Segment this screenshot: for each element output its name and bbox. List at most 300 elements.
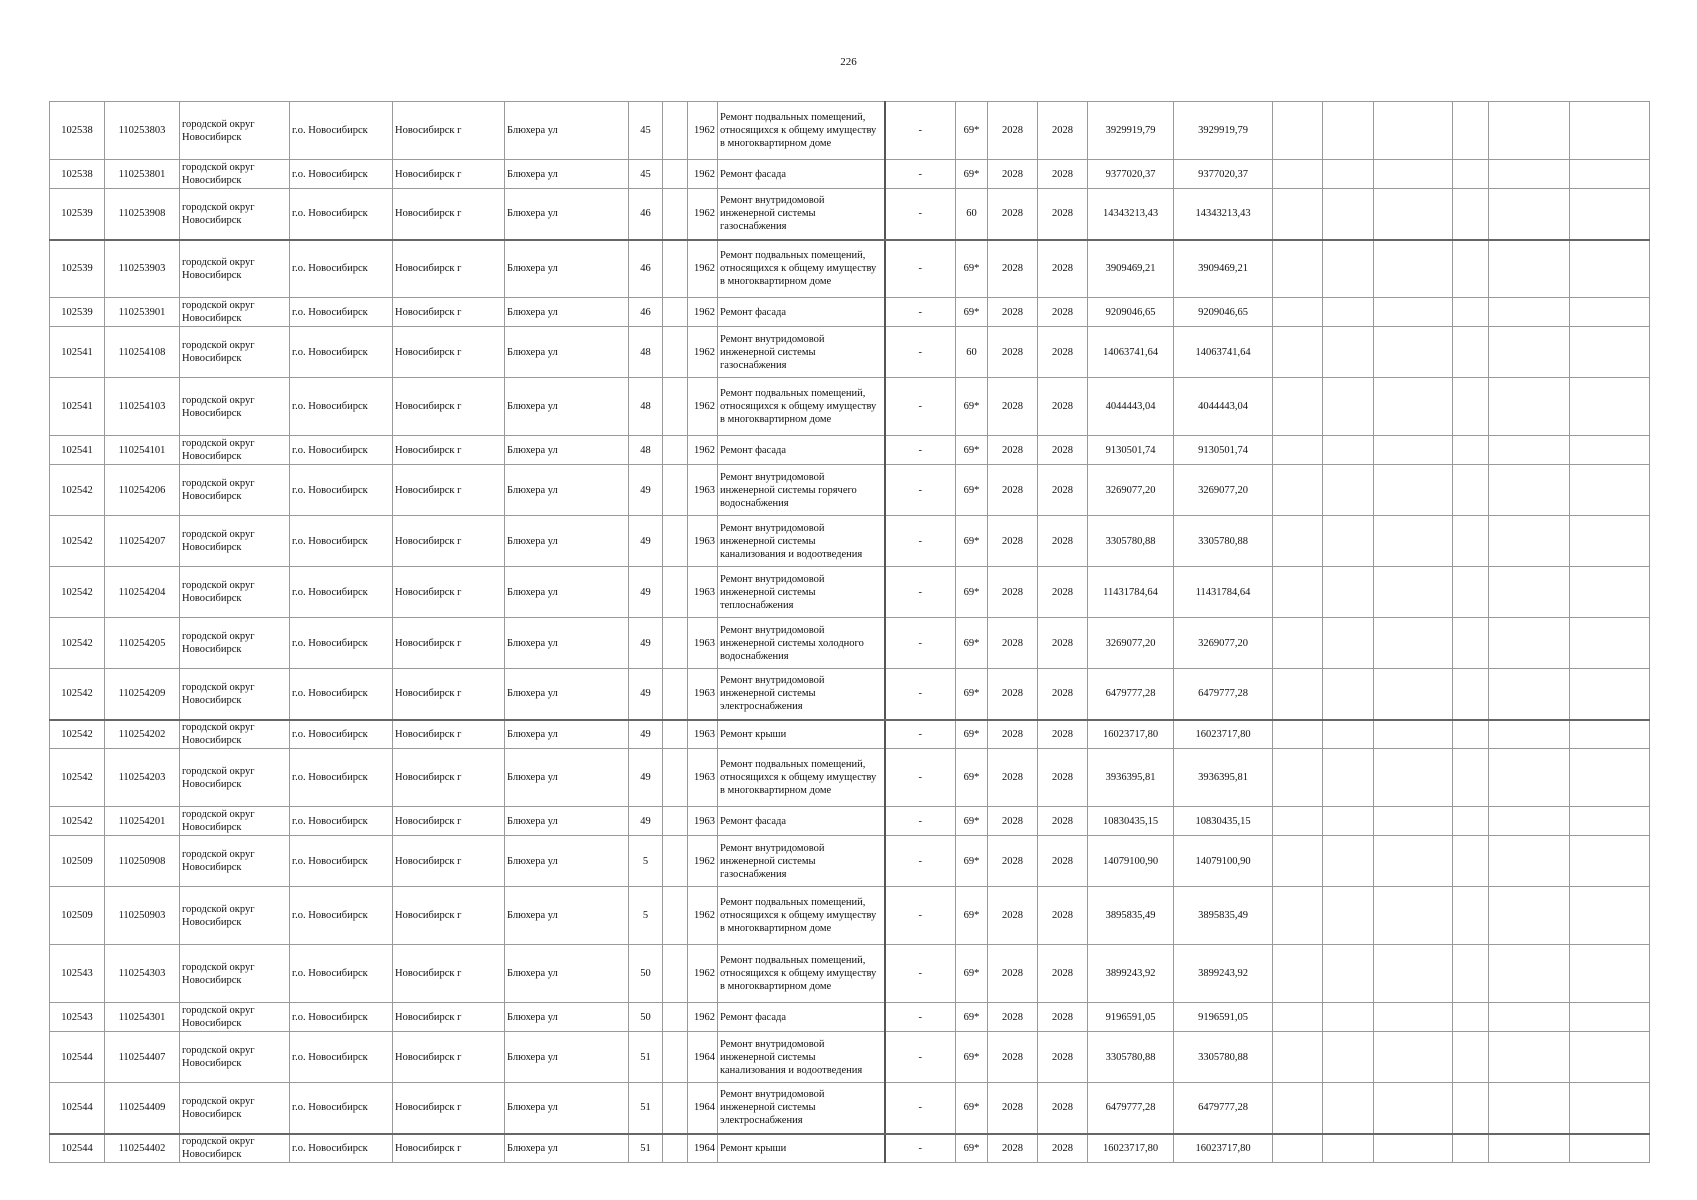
building-cell bbox=[663, 189, 688, 240]
plan-year-cell: 2028 bbox=[988, 669, 1038, 720]
empty-cell bbox=[1489, 887, 1570, 945]
settlement-cell: г.о. Новосибирск bbox=[290, 465, 393, 516]
work-type-cell: Ремонт подвальных помещений, относящихся к общему имуществу в многоквартирном доме bbox=[718, 240, 885, 298]
cost-cell: 3899243,92 bbox=[1088, 945, 1174, 1003]
empty-cell bbox=[1453, 102, 1489, 160]
wear-percent-cell: 69* bbox=[956, 102, 988, 160]
object-id-cell: 102542 bbox=[50, 516, 105, 567]
empty-cell bbox=[1323, 102, 1374, 160]
total-cost-cell: 3269077,20 bbox=[1174, 465, 1273, 516]
year-cell: 2028 bbox=[1038, 516, 1088, 567]
work-type-cell: Ремонт внутридомовой инженерной системы газоснабжения bbox=[718, 189, 885, 240]
empty-cell bbox=[1570, 749, 1650, 807]
wear-percent-cell: 69* bbox=[956, 1134, 988, 1163]
house-number-cell: 49 bbox=[629, 516, 663, 567]
year-built-cell: 1964 bbox=[688, 1134, 718, 1163]
empty-cell bbox=[1323, 567, 1374, 618]
empty-cell bbox=[1374, 160, 1453, 189]
work-type-cell: Ремонт подвальных помещений, относящихся к общему имуществу в многоквартирном доме bbox=[718, 378, 885, 436]
street-cell: Блюхера ул bbox=[505, 618, 629, 669]
empty-cell bbox=[1273, 1003, 1323, 1032]
table-row bbox=[50, 618, 1650, 669]
building-cell bbox=[663, 836, 688, 887]
empty-cell bbox=[1323, 436, 1374, 465]
building-cell bbox=[663, 240, 688, 298]
settlement-cell: г.о. Новосибирск bbox=[290, 298, 393, 327]
street-cell: Блюхера ул bbox=[505, 720, 629, 749]
empty-cell bbox=[1374, 669, 1453, 720]
object-id-cell: 102542 bbox=[50, 465, 105, 516]
empty-cell bbox=[1570, 1083, 1650, 1134]
year-built-cell: 1962 bbox=[688, 102, 718, 160]
object-id-cell: 102543 bbox=[50, 1003, 105, 1032]
settlement-cell: г.о. Новосибирск bbox=[290, 807, 393, 836]
municipality-cell: городской округ Новосибирск bbox=[180, 189, 290, 240]
plan-year-cell: 2028 bbox=[988, 1083, 1038, 1134]
work-id-cell: 110254409 bbox=[105, 1083, 180, 1134]
empty-cell bbox=[1374, 887, 1453, 945]
settlement-cell: г.о. Новосибирск bbox=[290, 887, 393, 945]
empty-cell bbox=[1323, 160, 1374, 189]
building-cell bbox=[663, 298, 688, 327]
empty-cell bbox=[1489, 327, 1570, 378]
empty-cell bbox=[1323, 1032, 1374, 1083]
settlement-cell: г.о. Новосибирск bbox=[290, 836, 393, 887]
settlement-cell: г.о. Новосибирск bbox=[290, 720, 393, 749]
municipality-cell: городской округ Новосибирск bbox=[180, 836, 290, 887]
year-cell: 2028 bbox=[1038, 618, 1088, 669]
empty-cell bbox=[1489, 1134, 1570, 1163]
settlement-cell: г.о. Новосибирск bbox=[290, 327, 393, 378]
empty-cell bbox=[1489, 669, 1570, 720]
object-id-cell: 102542 bbox=[50, 567, 105, 618]
table-row bbox=[50, 887, 1650, 945]
wear-percent-cell: 69* bbox=[956, 1083, 988, 1134]
empty-cell bbox=[1489, 102, 1570, 160]
empty-cell bbox=[1453, 807, 1489, 836]
empty-cell bbox=[1489, 160, 1570, 189]
locality-cell: Новосибирск г bbox=[393, 240, 505, 298]
cost-cell: 11431784,64 bbox=[1088, 567, 1174, 618]
locality-cell: Новосибирск г bbox=[393, 160, 505, 189]
empty-cell bbox=[1374, 465, 1453, 516]
locality-cell: Новосибирск г bbox=[393, 298, 505, 327]
table-row bbox=[50, 567, 1650, 618]
year-built-cell: 1962 bbox=[688, 240, 718, 298]
cost-cell: 3936395,81 bbox=[1088, 749, 1174, 807]
year-cell: 2028 bbox=[1038, 836, 1088, 887]
empty-cell bbox=[1489, 836, 1570, 887]
municipality-cell: городской округ Новосибирск bbox=[180, 378, 290, 436]
building-cell bbox=[663, 327, 688, 378]
settlement-cell: г.о. Новосибирск bbox=[290, 189, 393, 240]
wear-percent-cell: 69* bbox=[956, 298, 988, 327]
work-id-cell: 110254207 bbox=[105, 516, 180, 567]
locality-cell: Новосибирск г bbox=[393, 618, 505, 669]
wear-percent-cell: 69* bbox=[956, 436, 988, 465]
municipality-cell: городской округ Новосибирск bbox=[180, 1032, 290, 1083]
year-built-cell: 1964 bbox=[688, 1032, 718, 1083]
building-cell bbox=[663, 465, 688, 516]
municipality-cell: городской округ Новосибирск bbox=[180, 887, 290, 945]
work-id-cell: 110254402 bbox=[105, 1134, 180, 1163]
work-type-cell: Ремонт фасада bbox=[718, 1003, 885, 1032]
empty-cell bbox=[1570, 160, 1650, 189]
empty-cell bbox=[1273, 1032, 1323, 1083]
settlement-cell: г.о. Новосибирск bbox=[290, 240, 393, 298]
dash-cell: - bbox=[885, 465, 956, 516]
street-cell: Блюхера ул bbox=[505, 1134, 629, 1163]
empty-cell bbox=[1570, 1032, 1650, 1083]
table-row bbox=[50, 189, 1650, 240]
total-cost-cell: 4044443,04 bbox=[1174, 378, 1273, 436]
total-cost-cell: 14063741,64 bbox=[1174, 327, 1273, 378]
house-number-cell: 46 bbox=[629, 240, 663, 298]
house-number-cell: 50 bbox=[629, 1003, 663, 1032]
cost-cell: 6479777,28 bbox=[1088, 1083, 1174, 1134]
plan-year-cell: 2028 bbox=[988, 887, 1038, 945]
table-row bbox=[50, 749, 1650, 807]
total-cost-cell: 6479777,28 bbox=[1174, 669, 1273, 720]
work-id-cell: 110254103 bbox=[105, 378, 180, 436]
empty-cell bbox=[1374, 298, 1453, 327]
year-built-cell: 1962 bbox=[688, 378, 718, 436]
dash-cell: - bbox=[885, 807, 956, 836]
wear-percent-cell: 69* bbox=[956, 618, 988, 669]
empty-cell bbox=[1273, 240, 1323, 298]
empty-cell bbox=[1273, 1083, 1323, 1134]
locality-cell: Новосибирск г bbox=[393, 327, 505, 378]
empty-cell bbox=[1489, 298, 1570, 327]
locality-cell: Новосибирск г bbox=[393, 516, 505, 567]
empty-cell bbox=[1273, 465, 1323, 516]
total-cost-cell: 3305780,88 bbox=[1174, 516, 1273, 567]
house-number-cell: 49 bbox=[629, 465, 663, 516]
dash-cell: - bbox=[885, 749, 956, 807]
empty-cell bbox=[1323, 327, 1374, 378]
object-id-cell: 102541 bbox=[50, 436, 105, 465]
empty-cell bbox=[1323, 1083, 1374, 1134]
table-row bbox=[50, 1083, 1650, 1134]
locality-cell: Новосибирск г bbox=[393, 669, 505, 720]
municipality-cell: городской округ Новосибирск bbox=[180, 945, 290, 1003]
building-cell bbox=[663, 945, 688, 1003]
locality-cell: Новосибирск г bbox=[393, 1134, 505, 1163]
table-row bbox=[50, 436, 1650, 465]
settlement-cell: г.о. Новосибирск bbox=[290, 945, 393, 1003]
plan-year-cell: 2028 bbox=[988, 160, 1038, 189]
locality-cell: Новосибирск г bbox=[393, 1083, 505, 1134]
empty-cell bbox=[1570, 189, 1650, 240]
empty-cell bbox=[1323, 298, 1374, 327]
empty-cell bbox=[1489, 807, 1570, 836]
street-cell: Блюхера ул bbox=[505, 327, 629, 378]
house-number-cell: 51 bbox=[629, 1083, 663, 1134]
wear-percent-cell: 60 bbox=[956, 327, 988, 378]
dash-cell: - bbox=[885, 887, 956, 945]
empty-cell bbox=[1570, 516, 1650, 567]
settlement-cell: г.о. Новосибирск bbox=[290, 669, 393, 720]
table-row bbox=[50, 298, 1650, 327]
total-cost-cell: 16023717,80 bbox=[1174, 1134, 1273, 1163]
year-cell: 2028 bbox=[1038, 669, 1088, 720]
work-type-cell: Ремонт внутридомовой инженерной системы теплоснабжения bbox=[718, 567, 885, 618]
street-cell: Блюхера ул bbox=[505, 436, 629, 465]
empty-cell bbox=[1453, 160, 1489, 189]
empty-cell bbox=[1374, 1003, 1453, 1032]
empty-cell bbox=[1489, 749, 1570, 807]
empty-cell bbox=[1570, 436, 1650, 465]
settlement-cell: г.о. Новосибирск bbox=[290, 567, 393, 618]
settlement-cell: г.о. Новосибирск bbox=[290, 749, 393, 807]
object-id-cell: 102542 bbox=[50, 669, 105, 720]
table-row bbox=[50, 516, 1650, 567]
year-cell: 2028 bbox=[1038, 1083, 1088, 1134]
empty-cell bbox=[1374, 516, 1453, 567]
empty-cell bbox=[1453, 516, 1489, 567]
empty-cell bbox=[1374, 720, 1453, 749]
object-id-cell: 102544 bbox=[50, 1134, 105, 1163]
object-id-cell: 102509 bbox=[50, 836, 105, 887]
empty-cell bbox=[1273, 669, 1323, 720]
work-id-cell: 110254205 bbox=[105, 618, 180, 669]
plan-year-cell: 2028 bbox=[988, 945, 1038, 1003]
municipality-cell: городской округ Новосибирск bbox=[180, 807, 290, 836]
work-type-cell: Ремонт фасада bbox=[718, 160, 885, 189]
work-id-cell: 110250908 bbox=[105, 836, 180, 887]
empty-cell bbox=[1453, 1083, 1489, 1134]
year-cell: 2028 bbox=[1038, 160, 1088, 189]
total-cost-cell: 3895835,49 bbox=[1174, 887, 1273, 945]
empty-cell bbox=[1453, 1003, 1489, 1032]
building-cell bbox=[663, 720, 688, 749]
plan-year-cell: 2028 bbox=[988, 298, 1038, 327]
street-cell: Блюхера ул bbox=[505, 1083, 629, 1134]
dash-cell: - bbox=[885, 836, 956, 887]
work-id-cell: 110254203 bbox=[105, 749, 180, 807]
empty-cell bbox=[1489, 189, 1570, 240]
house-number-cell: 5 bbox=[629, 887, 663, 945]
year-built-cell: 1962 bbox=[688, 436, 718, 465]
year-cell: 2028 bbox=[1038, 1003, 1088, 1032]
year-built-cell: 1963 bbox=[688, 749, 718, 807]
municipality-cell: городской округ Новосибирск bbox=[180, 1134, 290, 1163]
object-id-cell: 102543 bbox=[50, 945, 105, 1003]
empty-cell bbox=[1273, 618, 1323, 669]
work-type-cell: Ремонт фасада bbox=[718, 807, 885, 836]
dash-cell: - bbox=[885, 516, 956, 567]
empty-cell bbox=[1374, 945, 1453, 1003]
house-number-cell: 49 bbox=[629, 669, 663, 720]
total-cost-cell: 3269077,20 bbox=[1174, 618, 1273, 669]
empty-cell bbox=[1570, 327, 1650, 378]
locality-cell: Новосибирск г bbox=[393, 807, 505, 836]
work-id-cell: 110253801 bbox=[105, 160, 180, 189]
work-id-cell: 110254101 bbox=[105, 436, 180, 465]
empty-cell bbox=[1489, 720, 1570, 749]
municipality-cell: городской округ Новосибирск bbox=[180, 1083, 290, 1134]
house-number-cell: 48 bbox=[629, 436, 663, 465]
cost-cell: 16023717,80 bbox=[1088, 720, 1174, 749]
work-type-cell: Ремонт внутридомовой инженерной системы электроснабжения bbox=[718, 669, 885, 720]
empty-cell bbox=[1489, 240, 1570, 298]
cost-cell: 3305780,88 bbox=[1088, 1032, 1174, 1083]
work-id-cell: 110254301 bbox=[105, 1003, 180, 1032]
wear-percent-cell: 69* bbox=[956, 1032, 988, 1083]
empty-cell bbox=[1323, 618, 1374, 669]
street-cell: Блюхера ул bbox=[505, 945, 629, 1003]
dash-cell: - bbox=[885, 618, 956, 669]
empty-cell bbox=[1453, 887, 1489, 945]
year-cell: 2028 bbox=[1038, 327, 1088, 378]
table-row bbox=[50, 669, 1650, 720]
object-id-cell: 102544 bbox=[50, 1032, 105, 1083]
year-built-cell: 1962 bbox=[688, 945, 718, 1003]
total-cost-cell: 6479777,28 bbox=[1174, 1083, 1273, 1134]
work-id-cell: 110253908 bbox=[105, 189, 180, 240]
cost-cell: 16023717,80 bbox=[1088, 1134, 1174, 1163]
building-cell bbox=[663, 160, 688, 189]
work-id-cell: 110253803 bbox=[105, 102, 180, 160]
house-number-cell: 50 bbox=[629, 945, 663, 1003]
dash-cell: - bbox=[885, 436, 956, 465]
building-cell bbox=[663, 567, 688, 618]
cost-cell: 3909469,21 bbox=[1088, 240, 1174, 298]
cost-cell: 3895835,49 bbox=[1088, 887, 1174, 945]
work-id-cell: 110254108 bbox=[105, 327, 180, 378]
cost-cell: 9377020,37 bbox=[1088, 160, 1174, 189]
year-cell: 2028 bbox=[1038, 189, 1088, 240]
empty-cell bbox=[1323, 240, 1374, 298]
empty-cell bbox=[1570, 1134, 1650, 1163]
table-row bbox=[50, 327, 1650, 378]
work-type-cell: Ремонт внутридомовой инженерной системы электроснабжения bbox=[718, 1083, 885, 1134]
year-built-cell: 1963 bbox=[688, 618, 718, 669]
table-row bbox=[50, 720, 1650, 749]
empty-cell bbox=[1570, 567, 1650, 618]
wear-percent-cell: 69* bbox=[956, 945, 988, 1003]
empty-cell bbox=[1453, 465, 1489, 516]
total-cost-cell: 9196591,05 bbox=[1174, 1003, 1273, 1032]
dash-cell: - bbox=[885, 189, 956, 240]
wear-percent-cell: 69* bbox=[956, 378, 988, 436]
total-cost-cell: 9209046,65 bbox=[1174, 298, 1273, 327]
settlement-cell: г.о. Новосибирск bbox=[290, 1134, 393, 1163]
cost-cell: 3305780,88 bbox=[1088, 516, 1174, 567]
empty-cell bbox=[1374, 749, 1453, 807]
municipality-cell: городской округ Новосибирск bbox=[180, 749, 290, 807]
empty-cell bbox=[1273, 436, 1323, 465]
year-built-cell: 1963 bbox=[688, 465, 718, 516]
work-type-cell: Ремонт внутридомовой инженерной системы канализования и водоотведения bbox=[718, 1032, 885, 1083]
settlement-cell: г.о. Новосибирск bbox=[290, 516, 393, 567]
repair-program-table bbox=[49, 101, 1650, 1163]
empty-cell bbox=[1489, 465, 1570, 516]
dash-cell: - bbox=[885, 669, 956, 720]
empty-cell bbox=[1570, 102, 1650, 160]
municipality-cell: городской округ Новосибирск bbox=[180, 327, 290, 378]
empty-cell bbox=[1374, 836, 1453, 887]
plan-year-cell: 2028 bbox=[988, 1032, 1038, 1083]
empty-cell bbox=[1374, 567, 1453, 618]
object-id-cell: 102538 bbox=[50, 160, 105, 189]
house-number-cell: 49 bbox=[629, 567, 663, 618]
empty-cell bbox=[1374, 189, 1453, 240]
house-number-cell: 46 bbox=[629, 189, 663, 240]
cost-cell: 3269077,20 bbox=[1088, 465, 1174, 516]
empty-cell bbox=[1273, 749, 1323, 807]
dash-cell: - bbox=[885, 720, 956, 749]
object-id-cell: 102542 bbox=[50, 807, 105, 836]
work-type-cell: Ремонт внутридомовой инженерной системы холодного водоснабжения bbox=[718, 618, 885, 669]
municipality-cell: городской округ Новосибирск bbox=[180, 298, 290, 327]
plan-year-cell: 2028 bbox=[988, 836, 1038, 887]
settlement-cell: г.о. Новосибирск bbox=[290, 1083, 393, 1134]
empty-cell bbox=[1374, 102, 1453, 160]
municipality-cell: городской округ Новосибирск bbox=[180, 436, 290, 465]
empty-cell bbox=[1453, 720, 1489, 749]
empty-cell bbox=[1323, 945, 1374, 1003]
municipality-cell: городской округ Новосибирск bbox=[180, 160, 290, 189]
locality-cell: Новосибирск г bbox=[393, 1003, 505, 1032]
empty-cell bbox=[1453, 189, 1489, 240]
locality-cell: Новосибирск г bbox=[393, 465, 505, 516]
plan-year-cell: 2028 bbox=[988, 327, 1038, 378]
empty-cell bbox=[1489, 1032, 1570, 1083]
table-row bbox=[50, 465, 1650, 516]
year-built-cell: 1964 bbox=[688, 1083, 718, 1134]
object-id-cell: 102544 bbox=[50, 1083, 105, 1134]
building-cell bbox=[663, 749, 688, 807]
total-cost-cell: 3899243,92 bbox=[1174, 945, 1273, 1003]
empty-cell bbox=[1453, 436, 1489, 465]
house-number-cell: 49 bbox=[629, 807, 663, 836]
empty-cell bbox=[1374, 1134, 1453, 1163]
work-id-cell: 110250903 bbox=[105, 887, 180, 945]
year-cell: 2028 bbox=[1038, 240, 1088, 298]
building-cell bbox=[663, 807, 688, 836]
street-cell: Блюхера ул bbox=[505, 567, 629, 618]
house-number-cell: 46 bbox=[629, 298, 663, 327]
empty-cell bbox=[1570, 378, 1650, 436]
year-built-cell: 1962 bbox=[688, 836, 718, 887]
house-number-cell: 45 bbox=[629, 102, 663, 160]
wear-percent-cell: 69* bbox=[956, 567, 988, 618]
empty-cell bbox=[1374, 1032, 1453, 1083]
year-cell: 2028 bbox=[1038, 807, 1088, 836]
total-cost-cell: 3936395,81 bbox=[1174, 749, 1273, 807]
dash-cell: - bbox=[885, 1032, 956, 1083]
year-built-cell: 1963 bbox=[688, 516, 718, 567]
table-row bbox=[50, 1032, 1650, 1083]
plan-year-cell: 2028 bbox=[988, 807, 1038, 836]
empty-cell bbox=[1570, 465, 1650, 516]
empty-cell bbox=[1273, 567, 1323, 618]
total-cost-cell: 9130501,74 bbox=[1174, 436, 1273, 465]
house-number-cell: 51 bbox=[629, 1134, 663, 1163]
empty-cell bbox=[1273, 160, 1323, 189]
empty-cell bbox=[1273, 102, 1323, 160]
locality-cell: Новосибирск г bbox=[393, 102, 505, 160]
house-number-cell: 48 bbox=[629, 378, 663, 436]
empty-cell bbox=[1323, 378, 1374, 436]
wear-percent-cell: 69* bbox=[956, 160, 988, 189]
street-cell: Блюхера ул bbox=[505, 160, 629, 189]
street-cell: Блюхера ул bbox=[505, 189, 629, 240]
plan-year-cell: 2028 bbox=[988, 618, 1038, 669]
plan-year-cell: 2028 bbox=[988, 720, 1038, 749]
wear-percent-cell: 69* bbox=[956, 465, 988, 516]
